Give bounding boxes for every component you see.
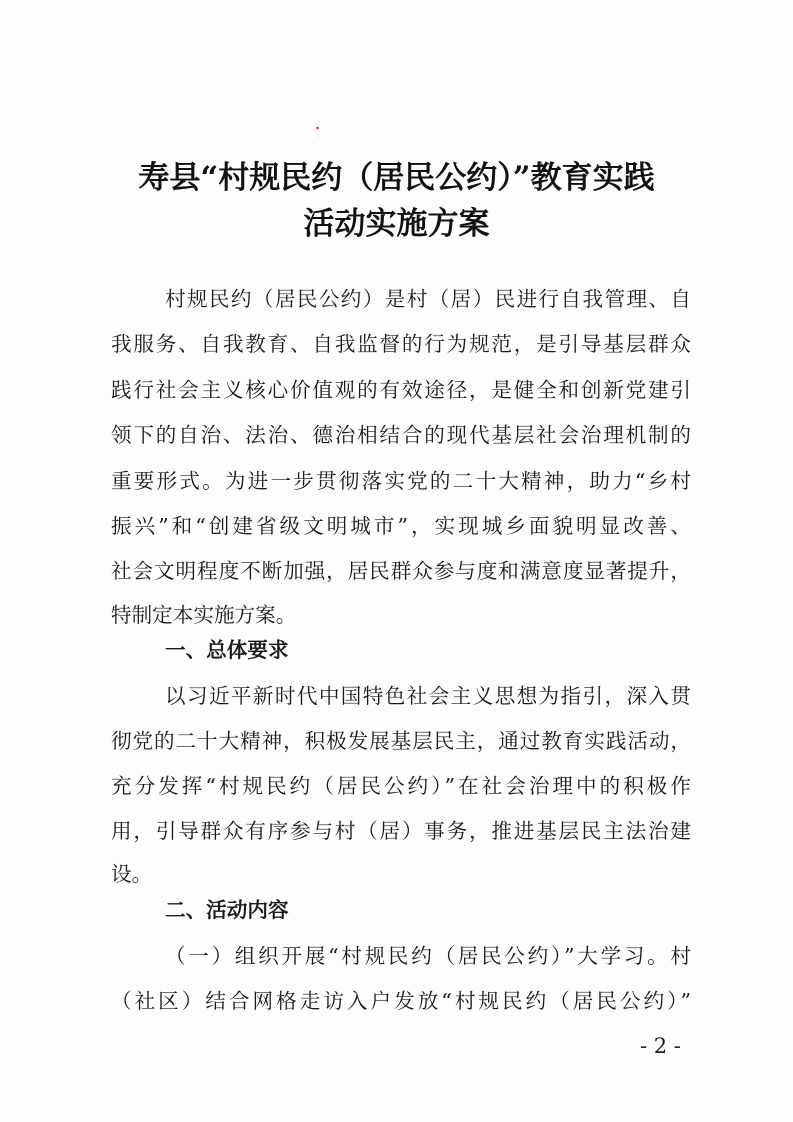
intro-line: 践行社会主义核心价值观的有效途径，是健全和创新党建引 <box>111 378 691 402</box>
section-heading-overall-requirements: 一、总体要求 <box>165 638 289 662</box>
ink-speck <box>316 127 319 129</box>
intro-line: 领下的自治、法治、德治相结合的现代基层社会治理机制的 <box>111 423 691 447</box>
section-heading-activity-content: 二、活动内容 <box>165 898 289 922</box>
document-title-line-1: 寿县“村规民约（居民公约）”教育实践 <box>138 160 655 196</box>
page-number: - 2 - <box>640 1034 681 1058</box>
intro-line: 振兴”和“创建省级文明城市”，实现城乡面貌明显改善、 <box>111 514 691 538</box>
intro-line: 特制定本实施方案。 <box>111 603 297 627</box>
section1-line: 彻党的二十大精神，积极发展基层民主，通过教育实践活动， <box>111 729 691 753</box>
section1-line: 设。 <box>111 862 153 886</box>
section1-line: 充分发挥“村规民约（居民公约）”在社会治理中的积极作 <box>111 774 691 798</box>
section2-line: （社区）结合网格走访入户发放“村规民约（居民公约）” <box>111 989 691 1013</box>
intro-line: 村规民约（居民公约）是村（居）民进行自我管理、自 <box>165 287 691 311</box>
section1-line: 以习近平新时代中国特色社会主义思想为指引，深入贯 <box>165 684 691 708</box>
section2-line: （一）组织开展“村规民约（居民公约）”大学习。村 <box>165 944 691 968</box>
section1-line: 用，引导群众有序参与村（居）事务，推进基层民主法治建 <box>111 819 691 843</box>
intro-line: 社会文明程度不断加强，居民群众参与度和满意度显著提升， <box>111 559 691 583</box>
document-title-line-2: 活动实施方案 <box>303 206 490 242</box>
intro-line: 我服务、自我教育、自我监督的行为规范，是引导基层群众 <box>111 332 691 356</box>
intro-line: 重要形式。为进一步贯彻落实党的二十大精神，助力“乡村 <box>111 469 691 493</box>
